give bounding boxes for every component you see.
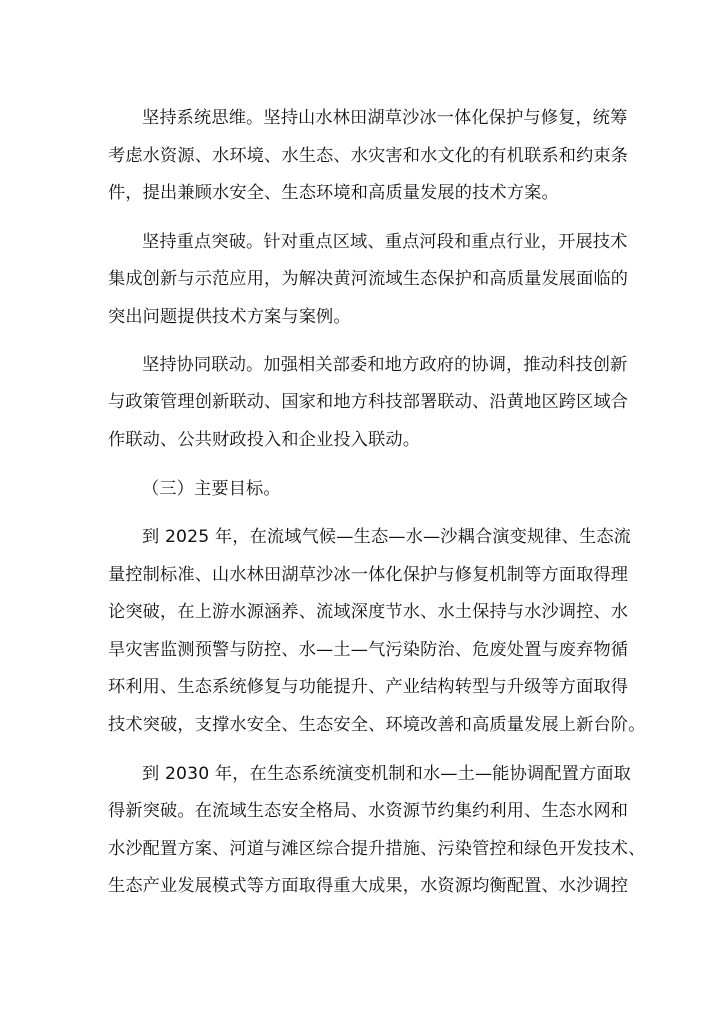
paragraph-3-line-3: 作联动、公共财政投入和企业投入联动。 xyxy=(108,430,421,450)
paragraph-1-line-3: 件，提出兼顾水安全、生态环境和高质量发展的技术方案。 xyxy=(108,183,559,203)
paragraph-5-line-6: 技术突破，支撑水安全、生态安全、环境改善和高质量发展上新台阶。 xyxy=(108,715,646,735)
section-heading-main-goals: （三）主要目标。 xyxy=(142,479,281,499)
paragraph-5-line-3: 论突破，在上游水源涵养、流域深度节水、水土保持与水沙调控、水 xyxy=(108,602,629,622)
paragraph-2-line-2: 集成创新与示范应用，为解决黄河流域生态保护和高质量发展面临的 xyxy=(108,269,629,289)
paragraph-2-line-1: 坚持重点突破。针对重点区域、重点河段和重点行业，开展技术 xyxy=(142,232,628,252)
paragraph-5-line-2: 量控制标准、山水林田湖草沙冰一体化保护与修复机制等方面取得理 xyxy=(108,565,629,585)
paragraph-3-line-2: 与政策管理创新联动、国家和地方科技部署联动、沿黄地区跨区域合 xyxy=(108,392,629,412)
paragraph-6-line-1: 到 2030 年，在生态系统演变机制和水—土—能协调配置方面取 xyxy=(142,764,632,784)
paragraph-1-line-2: 考虑水资源、水环境、水生态、水灾害和水文化的有机联系和约束条 xyxy=(108,146,629,166)
paragraph-6-line-3: 水沙配置方案、河道与滩区综合提升措施、污染管控和绿色开发技术、 xyxy=(108,839,646,859)
paragraph-3-line-1: 坚持协同联动。加强相关部委和地方政府的协调，推动科技创新 xyxy=(142,355,628,375)
paragraph-5-line-1: 到 2025 年，在流域气候—生态—水—沙耦合演变规律、生态流 xyxy=(142,527,632,547)
paragraph-5-line-5: 环利用、生态系统修复与功能提升、产业结构转型与升级等方面取得 xyxy=(108,677,629,697)
paragraph-6-line-2: 得新突破。在流域生态安全格局、水资源节约集约利用、生态水网和 xyxy=(108,801,629,821)
paragraph-5-line-4: 旱灾害监测预警与防控、水—土—气污染防治、危废处置与废弃物循 xyxy=(108,640,629,660)
paragraph-2-line-3: 突出问题提供技术方案与案例。 xyxy=(108,307,351,327)
paragraph-1-line-1: 坚持系统思维。坚持山水林田湖草沙冰一体化保护与修复，统筹 xyxy=(142,108,628,128)
paragraph-6-line-4: 生态产业发展模式等方面取得重大成果，水资源均衡配置、水沙调控 xyxy=(108,876,629,896)
